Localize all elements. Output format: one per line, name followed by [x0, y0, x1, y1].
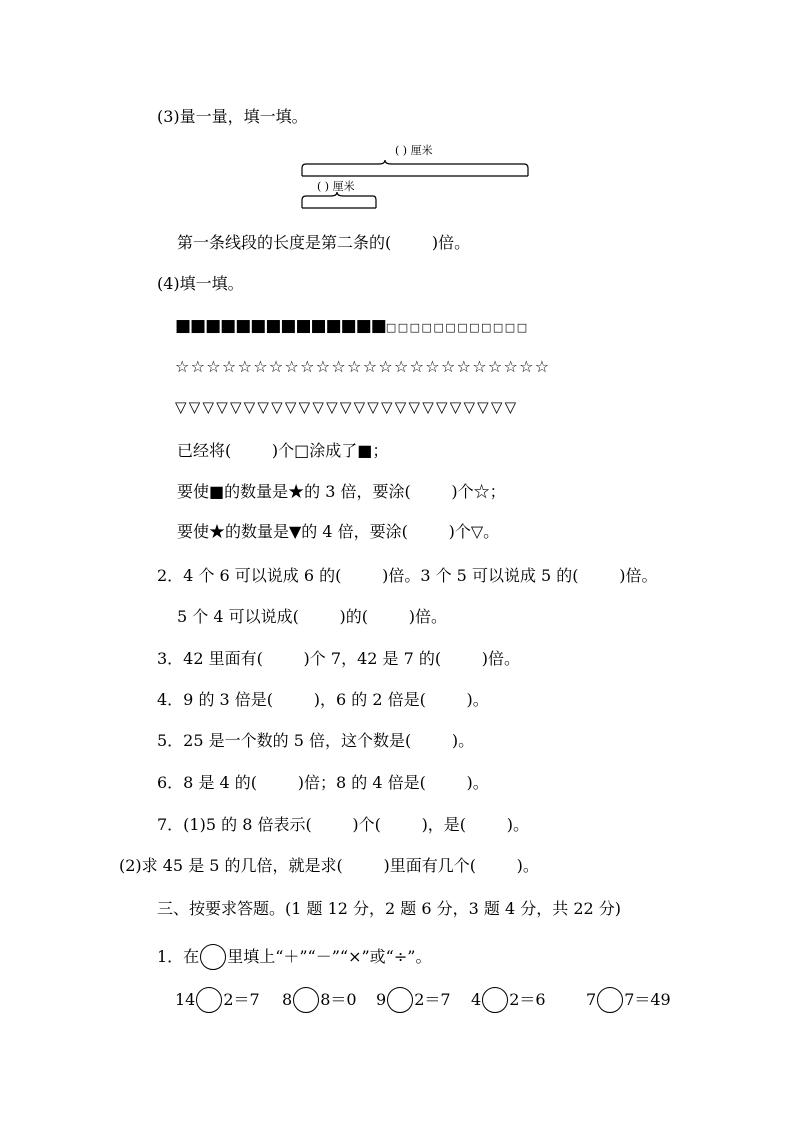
- hollow-squares: □□□□□□□□□□□□: [385, 321, 529, 334]
- item-3: 3．42 里面有( )个 7，42 是 7 的( )倍。: [157, 649, 521, 668]
- eq-left: 4: [471, 990, 482, 1009]
- item-4: 4．9 的 3 倍是( )，6 的 2 倍是( )。: [157, 690, 489, 709]
- item-2b: 5 个 4 可以说成( )的( )倍。: [177, 607, 447, 626]
- s3-q1: [157, 944, 431, 970]
- answer-circle[interactable]: [597, 987, 623, 1013]
- circle-blank-icon: [200, 944, 226, 970]
- equation: [471, 987, 546, 1013]
- seg2-label: ( ) 厘米: [317, 180, 355, 193]
- equation: [376, 987, 451, 1013]
- squares-row: [175, 316, 529, 338]
- q3-title: (3)量一量，填一填。: [157, 107, 308, 126]
- eq-left: 14: [175, 990, 196, 1009]
- equation: [586, 987, 671, 1013]
- eq-right: 2＝7: [414, 990, 451, 1009]
- segment-figure: [295, 140, 540, 215]
- answer-circle[interactable]: [196, 987, 222, 1013]
- triangles-row: ▽▽▽▽▽▽▽▽▽▽▽▽▽▽▽▽▽▽▽▽▽▽▽▽▽: [175, 398, 519, 416]
- answer-circle[interactable]: [293, 987, 319, 1013]
- section3-heading: 三、按要求答题。(1 题 12 分，2 题 6 分，3 题 4 分，共 22 分): [157, 899, 622, 918]
- eq-right: 2＝6: [509, 990, 546, 1009]
- equation: [282, 987, 357, 1013]
- s3-q1-suffix: 里填上“＋”“－”“×”或“÷”。: [227, 947, 432, 966]
- item-2a: 2．4 个 6 可以说成 6 的( )倍。3 个 5 可以说成 5 的( )倍。: [157, 566, 658, 585]
- eq-right: 8＝0: [320, 990, 357, 1009]
- item-7b: (2)求 45 是 5 的几倍，就是求( )里面有几个( )。: [119, 856, 539, 875]
- equation: [175, 987, 260, 1013]
- q4-line3: 要使★的数量是▼的 4 倍，要涂( )个▽。: [177, 522, 500, 541]
- q4-line1: 已经将( )个□涂成了■；: [177, 441, 389, 460]
- filled-squares: ■■■■■■■■■■■■■■: [175, 316, 386, 336]
- eq-right: 7＝49: [624, 990, 671, 1009]
- item-5: 5．25 是一个数的 5 倍，这个数是( )。: [157, 731, 475, 750]
- q3-question: 第一条线段的长度是第二条的( )倍。: [177, 233, 471, 252]
- s3-q1-prefix: 1．在: [157, 947, 200, 966]
- q4-title: (4)填一填。: [157, 274, 244, 293]
- item-6: 6．8 是 4 的( )倍；8 的 4 倍是( )。: [157, 773, 489, 792]
- item-7a: 7．(1)5 的 8 倍表示( )个( )，是( )。: [157, 815, 529, 834]
- answer-circle[interactable]: [387, 987, 413, 1013]
- answer-circle[interactable]: [482, 987, 508, 1013]
- eq-left: 8: [282, 990, 293, 1009]
- eq-left: 7: [586, 990, 597, 1009]
- stars-row: ☆☆☆☆☆☆☆☆☆☆☆☆☆☆☆☆☆☆☆☆☆☆☆☆: [175, 357, 551, 376]
- seg1-label: ( ) 厘米: [395, 144, 433, 157]
- eq-left: 9: [376, 990, 387, 1009]
- eq-right: 2＝7: [223, 990, 260, 1009]
- q4-line2: 要使■的数量是★的 3 倍，要涂( )个☆；: [177, 482, 506, 501]
